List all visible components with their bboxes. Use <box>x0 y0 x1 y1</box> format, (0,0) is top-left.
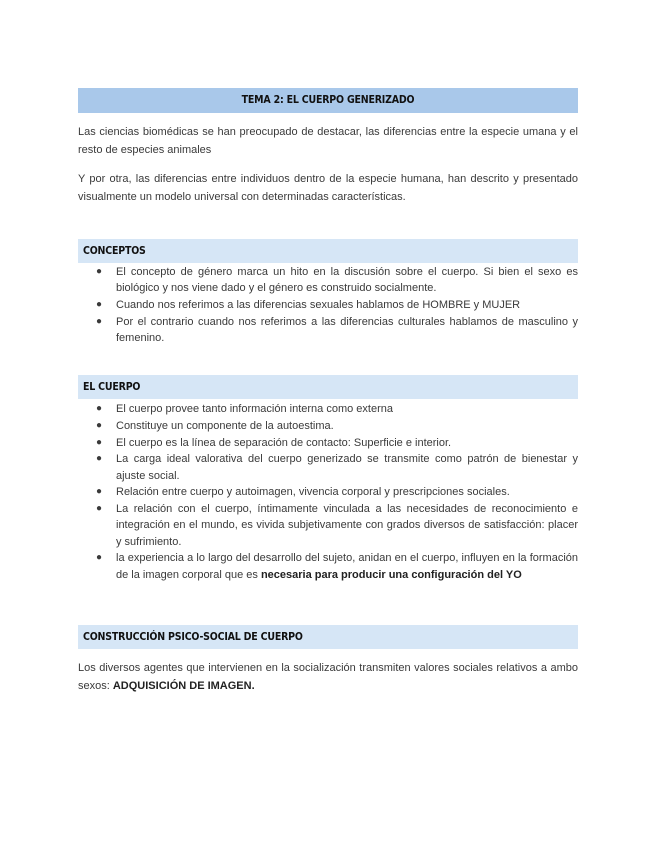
bullet-icon: ● <box>96 453 103 465</box>
list-item: ● Constituye un componente de la autoestima. <box>78 418 578 434</box>
list-item: ● Por el contrario cuando nos referimos a las diferencias culturales hablamos de masculino y femenino. <box>96 315 578 344</box>
bullet-icon: ● <box>96 503 103 515</box>
intro-paragraph-1: Las ciencias biomédicas se han preocupado de destacar, las diferencias entre la especie umana y el resto de especies animales <box>78 126 578 156</box>
el-cuerpo-list <box>78 401 578 583</box>
bullet-icon: ● <box>96 486 103 498</box>
bullet-icon: ● <box>96 315 103 327</box>
bullet-icon: ● <box>96 266 103 277</box>
document-title: TEMA 2: EL CUERPO GENERIZADO <box>78 88 578 113</box>
emphasis-text: necesaria para producir una configuración del YO <box>260 568 522 581</box>
bullet-icon: ● <box>96 299 103 310</box>
intro-paragraph-2: Y por otra, las diferencias entre individuos dentro de la especie humana, han descrito y presentado visualmente un modelo universal con determinadas características. <box>78 173 578 203</box>
list-item: ● Relación entre cuerpo y autoimagen, vivencia corporal y prescripciones sociales. <box>78 484 578 500</box>
section-heading-conceptos: CONCEPTOS <box>78 239 578 263</box>
list-item: ● El cuerpo provee tanto información interna como externa <box>78 401 578 417</box>
section-heading-construccion: CONSTRUCCIÓN PSICO-SOCIAL DE CUERPO <box>78 625 578 649</box>
list-item: ● la experiencia a lo largo del desarrollo del sujeto, anidan en el cuerpo, influyen en la formación de la imagen corporal que es necesaria para producir una configuración del YO <box>96 552 578 581</box>
list-item: ● La carga ideal valorativa del cuerpo generizado se transmite como patrón de bienestar y ajuste social. <box>96 453 578 482</box>
construccion-paragraph: Los diversos agentes que intervienen en la socialización transmiten valores sociales relativos a ambo sexos: ADQUISICIÓN DE IMAGEN. <box>78 662 578 692</box>
bullet-icon: ● <box>96 403 103 414</box>
conceptos-list <box>78 264 578 347</box>
bullet-icon: ● <box>96 436 103 448</box>
emphasis-text: ADQUISICIÓN DE IMAGEN. <box>112 679 255 692</box>
bullet-icon: ● <box>96 552 103 564</box>
section-heading-el-cuerpo: EL CUERPO <box>78 375 578 399</box>
bullet-icon: ● <box>96 419 103 431</box>
list-item: ● El concepto de género marca un hito en la discusión sobre el cuerpo. Si bien el sexo es biológico y nos viene dado y el género es construido socialmente. <box>96 266 578 295</box>
list-item: ● El cuerpo es la línea de separación de contacto: Superficie e interior. <box>78 435 578 451</box>
list-item: ● La relación con el cuerpo, íntimamente vinculada a las necesidades de reconocimiento e integración en el mundo, es vivida subjetivamente con grados diversos de satisfacción: placer y sufrimiento. <box>96 503 578 548</box>
list-item: ● Cuando nos referimos a las diferencias sexuales hablamos de HOMBRE y MUJER <box>78 297 578 313</box>
